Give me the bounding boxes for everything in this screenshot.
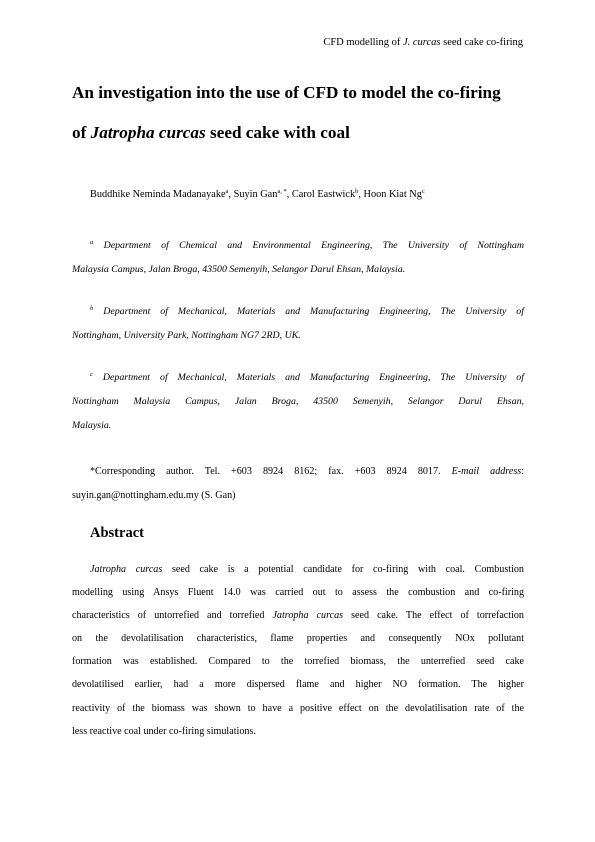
abstract-line: modelling using Ansys Fluent 14.0 was carried out to assess the combustion and co-firing [72, 587, 524, 599]
abstract-line: Jatropha curcas seed cake is a potential candidate for co-firing with coal. Combustion [90, 564, 524, 575]
paper-title [72, 73, 532, 153]
abstract-line: less reactive coal under co-firing simulations. [72, 725, 256, 737]
abstract-body [72, 558, 524, 743]
corresponding-author [72, 460, 524, 508]
author-affiliation-marker: a [225, 188, 229, 195]
corresponding-author-line-1: *Corresponding author. Tel. +603 8924 8162; fax. +603 8924 8017. E-mail address: [90, 466, 524, 477]
abstract-heading: Abstract [90, 525, 144, 541]
affiliation-c-line-3: Malaysia. [72, 420, 112, 431]
title-line-2-prefix: of [72, 123, 91, 142]
abstract-line: characteristics of untorrefied and torrefied Jatropha curcas seed cake. The effect of torrefaction [72, 610, 524, 622]
affiliation-c-line-2: Nottingham Malaysia Campus, Jalan Broga, 43500 Semenyih, Selangor Darul Ehsan, [72, 396, 524, 407]
author-separator: , [228, 189, 234, 200]
affiliation-a [72, 234, 524, 282]
title-species: Jatropha curcas [90, 123, 206, 142]
author-name: Hoon Kiat Ng [363, 189, 422, 200]
running-head-species: J. curcas [402, 37, 441, 48]
title-line-2 [72, 113, 532, 153]
abstract-line: reactivity of the biomass was shown to have a positive effect on the devolatilisation rate of the [72, 702, 524, 714]
running-head-suffix: seed cake co-firing [440, 37, 523, 48]
affiliation-c [72, 366, 524, 438]
abstract-species: Jatropha curcas [272, 610, 344, 622]
abstract-line: on the devolatilisation characteristics, flame properties and consequently NOx pollutant [72, 633, 524, 645]
abstract-line: formation was established. Compared to the torrefied biomass, the unterrefied seed cake [72, 656, 524, 668]
abstract-line: devolatilised earlier, had a more dispersed flame and higher NO formation. The higher [72, 679, 524, 691]
affiliation-marker: b [90, 305, 94, 312]
author-name: Suyin Gan [233, 189, 278, 200]
title-line-1: An investigation into the use of CFD to model the co-firing [72, 83, 501, 102]
author-separator: , [286, 189, 292, 200]
author-affiliation-marker: c [421, 188, 425, 195]
affiliation-marker: c [90, 371, 93, 378]
title-line-2-suffix: seed cake with coal [205, 123, 350, 142]
email-label: E-mail address [451, 466, 522, 477]
affiliation-c-line-1: $^c$ Department of Mechanical, Materials and Manufacturing Engineering, The University of [90, 371, 524, 383]
author-affiliation-marker: a, * [277, 188, 287, 195]
author-name: Buddhike Neminda Madanayake [90, 189, 226, 200]
affiliation-a-line-1: $^a$ Department of Chemical and Environmental Engineering, The University of Nottingham [90, 239, 524, 251]
author-separator: , [358, 189, 364, 200]
affiliation-a-line-2: Malaysia Campus, Jalan Broga, 43500 Semenyih, Selangor Darul Ehsan, Malaysia. [72, 264, 406, 275]
abstract-species: Jatropha curcas [90, 564, 163, 575]
author-affiliation-marker: b [355, 188, 359, 195]
affiliation-marker: a [90, 239, 94, 246]
running-head [323, 37, 523, 49]
affiliation-b-line-1: $^b$ Department of Mechanical, Materials and Manufacturing Engineering, The University of [90, 305, 524, 317]
affiliation-b [72, 300, 524, 348]
running-head-prefix: CFD modelling of [323, 37, 403, 48]
author-list [90, 189, 425, 201]
affiliation-b-line-2: Nottingham, University Park, Nottingham NG7 2RD, UK. [72, 330, 301, 341]
author-name: Carol Eastwick [291, 189, 356, 200]
corresponding-email: suyin.gan@nottingham.edu.my (S. Gan) [72, 490, 236, 501]
